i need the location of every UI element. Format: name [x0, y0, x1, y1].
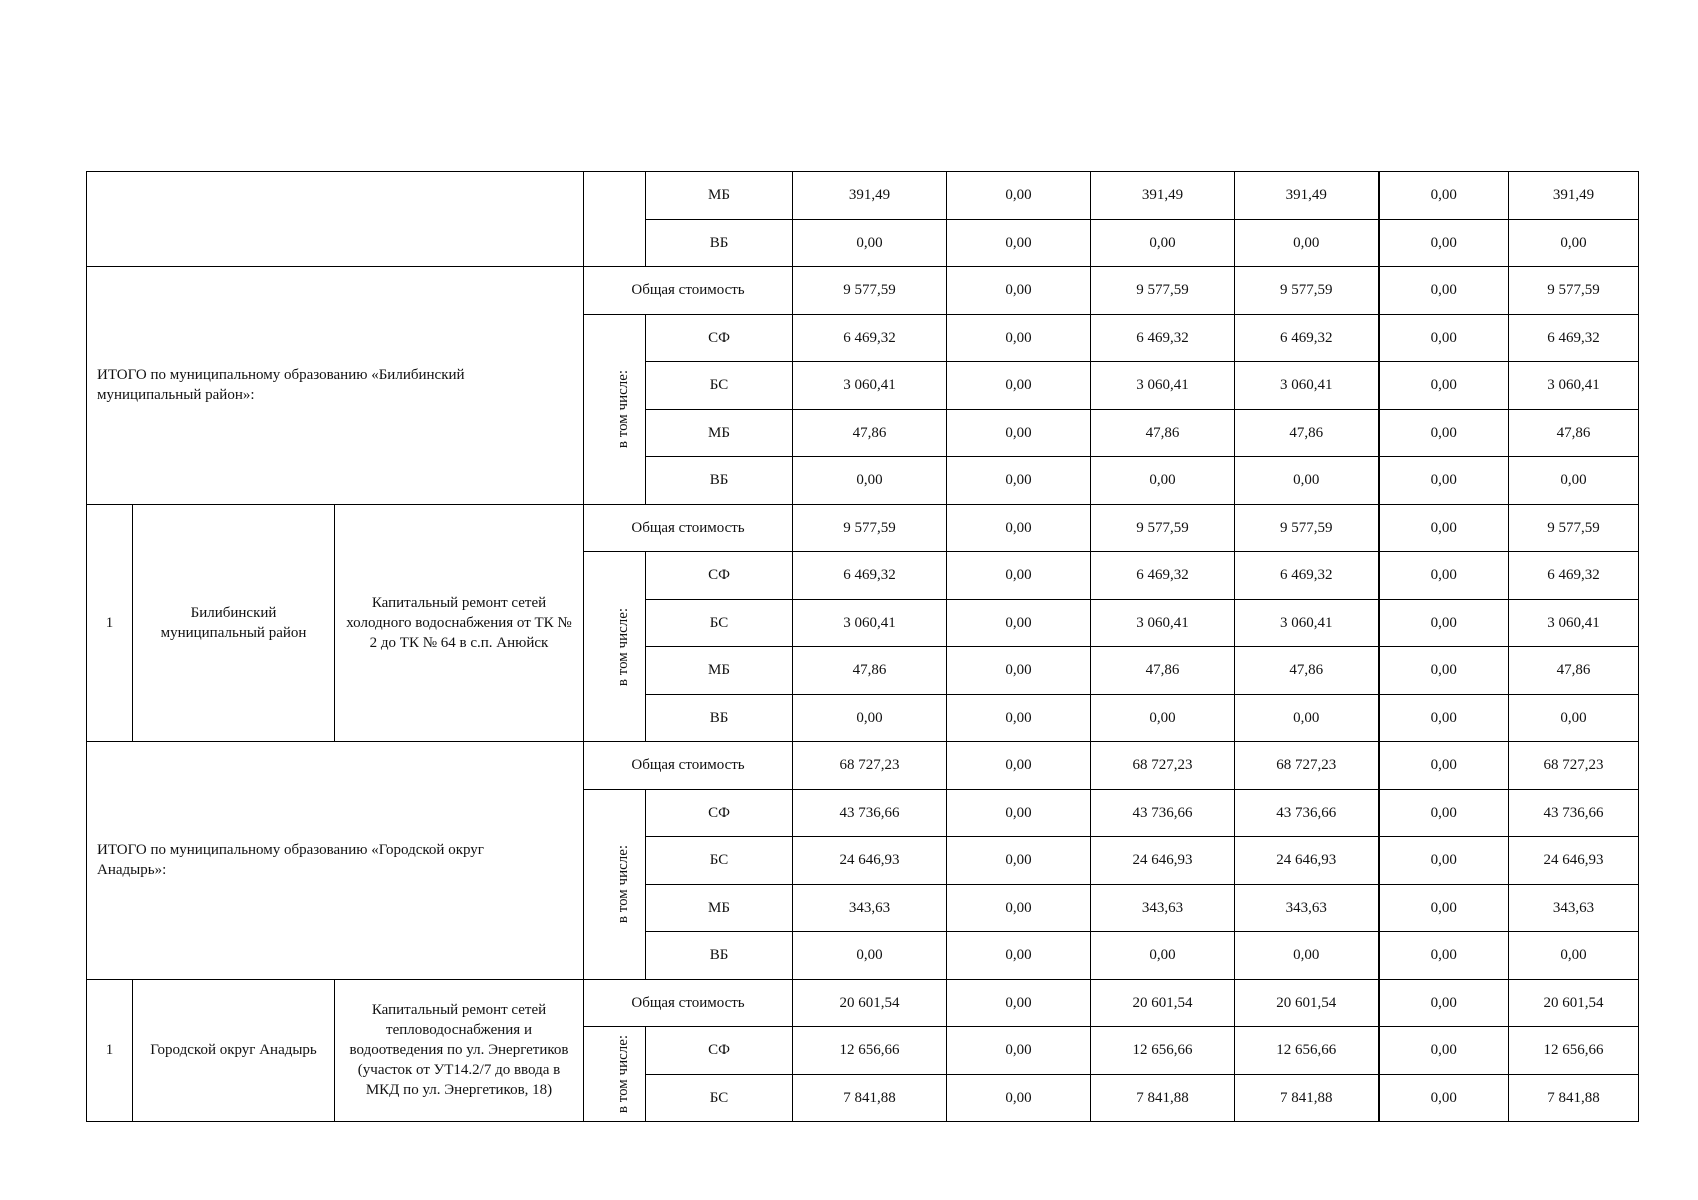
- value-cell: 3 060,41: [1091, 599, 1235, 647]
- value-cell: 391,49: [793, 172, 947, 220]
- table-body: [87, 172, 1639, 1122]
- value-cell: 9 577,59: [1235, 267, 1379, 315]
- value-cell: 391,49: [1091, 172, 1235, 220]
- value-cell: 0,00: [793, 694, 947, 742]
- value-cell: 6 469,32: [1091, 552, 1235, 600]
- value-cell: 9 577,59: [1235, 504, 1379, 552]
- value-cell: 343,63: [1091, 884, 1235, 932]
- value-cell: 391,49: [1509, 172, 1639, 220]
- subtotal-row: [87, 742, 1639, 790]
- value-cell: 12 656,66: [1509, 1027, 1639, 1075]
- value-cell: 0,00: [1379, 884, 1509, 932]
- value-cell: 0,00: [1509, 694, 1639, 742]
- value-cell: 0,00: [1235, 457, 1379, 505]
- value-cell: 0,00: [1235, 694, 1379, 742]
- value-cell: 7 841,88: [1235, 1074, 1379, 1122]
- value-cell: 47,86: [1509, 409, 1639, 457]
- value-cell: 3 060,41: [1091, 362, 1235, 410]
- value-cell: 3 060,41: [793, 362, 947, 410]
- source-label: СФ: [646, 314, 793, 362]
- value-cell: 0,00: [1235, 932, 1379, 980]
- value-cell: 0,00: [1379, 172, 1509, 220]
- value-cell: 0,00: [947, 1027, 1091, 1075]
- including-label-cell: [584, 789, 646, 979]
- value-cell: 0,00: [1235, 219, 1379, 267]
- including-label-cell: [584, 314, 646, 504]
- value-cell: 3 060,41: [1235, 362, 1379, 410]
- item-number: 1: [87, 504, 133, 742]
- value-cell: 9 577,59: [793, 267, 947, 315]
- value-cell: 7 841,88: [1091, 1074, 1235, 1122]
- object-description: Капитальный ремонт сетей тепловодоснабжения и водоотведения по ул. Энергетиков (участок от УТ14.2/7 до ввода в МКД по ул. Энергетиков, 18): [335, 979, 584, 1122]
- value-cell: 0,00: [947, 362, 1091, 410]
- value-cell: 20 601,54: [1235, 979, 1379, 1027]
- value-cell: 68 727,23: [1091, 742, 1235, 790]
- value-cell: 0,00: [947, 1074, 1091, 1122]
- value-cell: 0,00: [947, 789, 1091, 837]
- value-cell: 343,63: [1509, 884, 1639, 932]
- value-cell: 43 736,66: [1235, 789, 1379, 837]
- total-cost-label: Общая стоимость: [584, 742, 793, 790]
- source-label: СФ: [646, 552, 793, 600]
- value-cell: 0,00: [947, 884, 1091, 932]
- value-cell: 9 577,59: [1091, 267, 1235, 315]
- value-cell: 68 727,23: [1509, 742, 1639, 790]
- value-cell: 12 656,66: [1091, 1027, 1235, 1075]
- value-cell: 47,86: [1509, 647, 1639, 695]
- value-cell: 3 060,41: [1509, 599, 1639, 647]
- value-cell: 6 469,32: [1509, 314, 1639, 362]
- value-cell: 20 601,54: [793, 979, 947, 1027]
- value-cell: 12 656,66: [1235, 1027, 1379, 1075]
- value-cell: 43 736,66: [1091, 789, 1235, 837]
- source-label: БС: [646, 837, 793, 885]
- value-cell: 0,00: [1379, 837, 1509, 885]
- item-row: [87, 504, 1639, 552]
- source-label: МБ: [646, 647, 793, 695]
- source-label: ВБ: [646, 219, 793, 267]
- value-cell: 20 601,54: [1509, 979, 1639, 1027]
- value-cell: 47,86: [1235, 409, 1379, 457]
- value-cell: 47,86: [793, 647, 947, 695]
- value-cell: 0,00: [793, 457, 947, 505]
- value-cell: 0,00: [947, 457, 1091, 505]
- value-cell: 9 577,59: [793, 504, 947, 552]
- source-label: СФ: [646, 789, 793, 837]
- table-row: [87, 172, 1639, 220]
- value-cell: 0,00: [1091, 219, 1235, 267]
- source-label: ВБ: [646, 457, 793, 505]
- value-cell: 0,00: [1379, 552, 1509, 600]
- value-cell: 6 469,32: [793, 314, 947, 362]
- value-cell: 0,00: [947, 932, 1091, 980]
- value-cell: 6 469,32: [1509, 552, 1639, 600]
- value-cell: 0,00: [947, 599, 1091, 647]
- value-cell: 343,63: [1235, 884, 1379, 932]
- value-cell: 9 577,59: [1091, 504, 1235, 552]
- source-label: МБ: [646, 409, 793, 457]
- value-cell: 0,00: [1379, 694, 1509, 742]
- value-cell: 0,00: [1379, 409, 1509, 457]
- value-cell: 0,00: [1379, 504, 1509, 552]
- value-cell: 0,00: [793, 219, 947, 267]
- value-cell: 7 841,88: [793, 1074, 947, 1122]
- value-cell: 0,00: [947, 694, 1091, 742]
- value-cell: 24 646,93: [793, 837, 947, 885]
- total-cost-label: Общая стоимость: [584, 979, 793, 1027]
- value-cell: 0,00: [1379, 742, 1509, 790]
- value-cell: 47,86: [1235, 647, 1379, 695]
- value-cell: 0,00: [947, 504, 1091, 552]
- value-cell: 7 841,88: [1509, 1074, 1639, 1122]
- value-cell: 24 646,93: [1235, 837, 1379, 885]
- item-row: [87, 979, 1639, 1027]
- including-label-cell: [584, 552, 646, 742]
- value-cell: 0,00: [1091, 457, 1235, 505]
- value-cell: 0,00: [1379, 267, 1509, 315]
- value-cell: 0,00: [1379, 979, 1509, 1027]
- value-cell: 0,00: [947, 267, 1091, 315]
- value-cell: 3 060,41: [1509, 362, 1639, 410]
- value-cell: 6 469,32: [1235, 552, 1379, 600]
- value-cell: 47,86: [793, 409, 947, 457]
- value-cell: 68 727,23: [793, 742, 947, 790]
- value-cell: 0,00: [1379, 314, 1509, 362]
- value-cell: 47,86: [1091, 647, 1235, 695]
- value-cell: 0,00: [1379, 457, 1509, 505]
- source-label: БС: [646, 362, 793, 410]
- value-cell: 0,00: [1091, 694, 1235, 742]
- including-label-cell: [584, 1027, 646, 1122]
- total-cost-label: Общая стоимость: [584, 267, 793, 315]
- source-label: ВБ: [646, 932, 793, 980]
- value-cell: 0,00: [1509, 457, 1639, 505]
- budget-table: [86, 171, 1639, 1122]
- value-cell: 0,00: [1091, 932, 1235, 980]
- item-number: 1: [87, 979, 133, 1122]
- subtotal-row: [87, 267, 1639, 315]
- value-cell: 0,00: [1509, 932, 1639, 980]
- value-cell: 0,00: [1379, 1074, 1509, 1122]
- value-cell: 6 469,32: [1091, 314, 1235, 362]
- value-cell: 3 060,41: [793, 599, 947, 647]
- value-cell: 391,49: [1235, 172, 1379, 220]
- value-cell: 68 727,23: [1235, 742, 1379, 790]
- value-cell: 0,00: [1379, 1027, 1509, 1075]
- value-cell: 0,00: [947, 172, 1091, 220]
- value-cell: 24 646,93: [1091, 837, 1235, 885]
- source-label: ВБ: [646, 694, 793, 742]
- municipality-name: Городской округ Анадырь: [133, 979, 335, 1122]
- value-cell: 12 656,66: [793, 1027, 947, 1075]
- source-label: СФ: [646, 1027, 793, 1075]
- blank-title-cell: [87, 172, 584, 267]
- value-cell: 0,00: [1379, 932, 1509, 980]
- blank-including-cell: [584, 172, 646, 267]
- including-label: в том числе:: [615, 1034, 632, 1114]
- value-cell: 343,63: [793, 884, 947, 932]
- object-description: Капитальный ремонт сетей холодного водоснабжения от ТК № 2 до ТК № 64 в с.п. Анюйск: [335, 504, 584, 742]
- source-label: БС: [646, 599, 793, 647]
- subtotal-title: ИТОГО по муниципальному образованию «Городской округ Анадырь»:: [87, 742, 584, 980]
- value-cell: 6 469,32: [793, 552, 947, 600]
- source-label: БС: [646, 1074, 793, 1122]
- value-cell: 0,00: [1379, 219, 1509, 267]
- value-cell: 0,00: [947, 219, 1091, 267]
- value-cell: 43 736,66: [1509, 789, 1639, 837]
- source-label: МБ: [646, 884, 793, 932]
- including-label: в том числе:: [615, 844, 632, 924]
- including-label: в том числе:: [615, 369, 632, 449]
- value-cell: 47,86: [1091, 409, 1235, 457]
- value-cell: 0,00: [947, 979, 1091, 1027]
- value-cell: 0,00: [1379, 789, 1509, 837]
- value-cell: 0,00: [1379, 599, 1509, 647]
- subtotal-title: ИТОГО по муниципальному образованию «Билибинский муниципальный район»:: [87, 267, 584, 505]
- value-cell: 9 577,59: [1509, 504, 1639, 552]
- value-cell: 0,00: [947, 314, 1091, 362]
- value-cell: 0,00: [947, 742, 1091, 790]
- total-cost-label: Общая стоимость: [584, 504, 793, 552]
- value-cell: 0,00: [793, 932, 947, 980]
- value-cell: 6 469,32: [1235, 314, 1379, 362]
- value-cell: 0,00: [1509, 219, 1639, 267]
- value-cell: 0,00: [947, 647, 1091, 695]
- value-cell: 20 601,54: [1091, 979, 1235, 1027]
- value-cell: 0,00: [947, 409, 1091, 457]
- value-cell: 0,00: [947, 552, 1091, 600]
- value-cell: 9 577,59: [1509, 267, 1639, 315]
- including-label: в том числе:: [615, 607, 632, 686]
- source-label: МБ: [646, 172, 793, 220]
- value-cell: 0,00: [947, 837, 1091, 885]
- municipality-name: Билибинский муниципальный район: [133, 504, 335, 742]
- value-cell: 24 646,93: [1509, 837, 1639, 885]
- value-cell: 3 060,41: [1235, 599, 1379, 647]
- value-cell: 0,00: [1379, 647, 1509, 695]
- value-cell: 0,00: [1379, 362, 1509, 410]
- value-cell: 43 736,66: [793, 789, 947, 837]
